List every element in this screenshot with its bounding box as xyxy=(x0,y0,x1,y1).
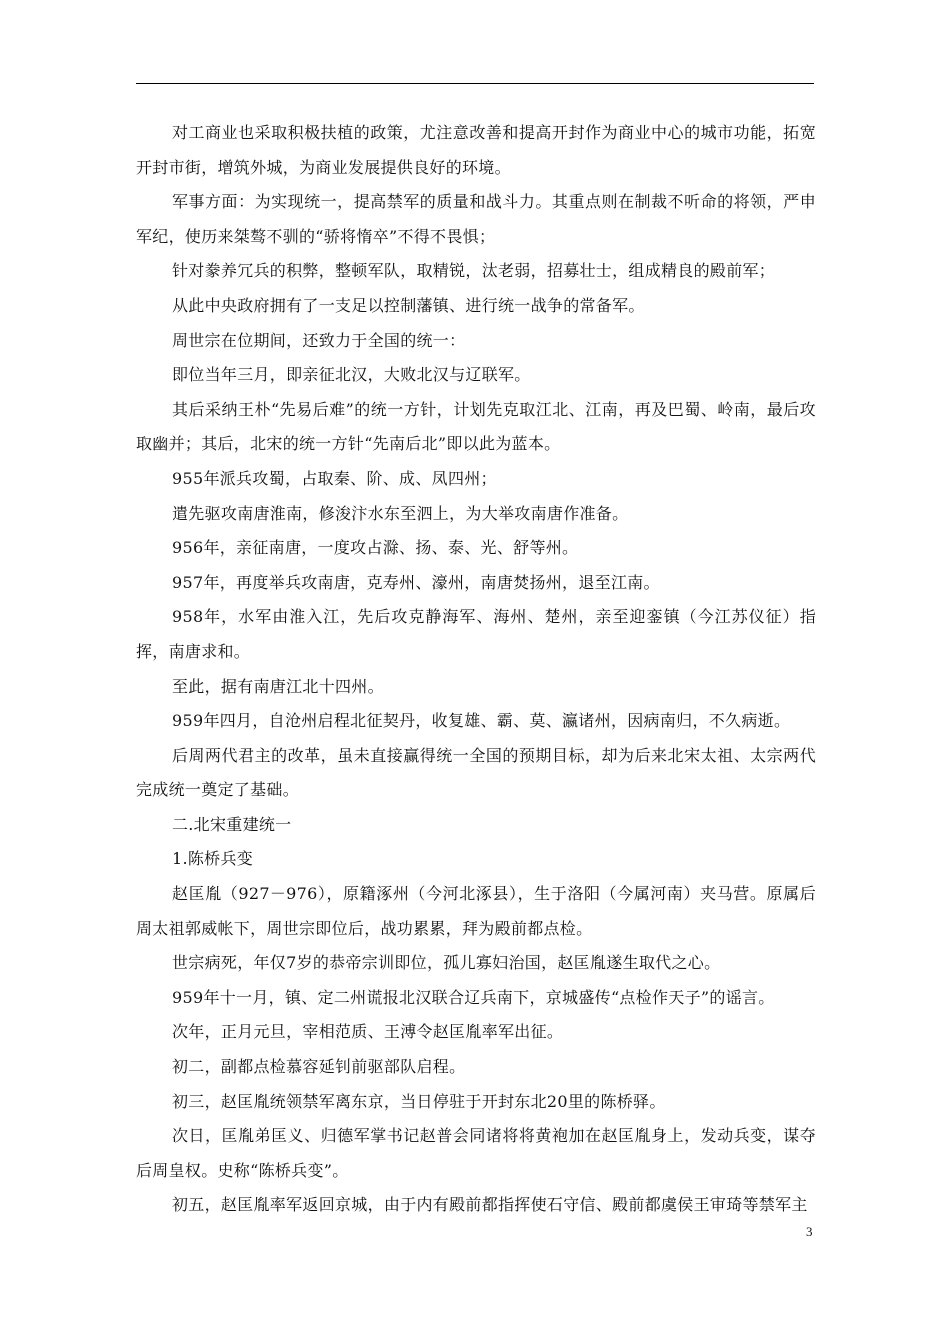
paragraph: 遣先驱攻南唐淮南，修浚汴水东至泗上，为大举攻南唐作准备。 xyxy=(172,503,629,523)
paragraph: 周世宗在位期间，还致力于全国的统一： xyxy=(172,330,466,350)
paragraph: 从此中央政府拥有了一支足以控制藩镇、进行统一战争的常备军。 xyxy=(172,295,645,315)
subsection-heading: 1.陈桥兵变 xyxy=(172,849,254,869)
paragraph: 即位当年三月，即亲征北汉，大败北汉与辽联军。 xyxy=(172,365,531,385)
paragraph: 其后采纳王朴“先易后难”的统一方针，计划先克取江北、江南，再及巴蜀、岭南，最后攻取幽并；其后，北宋的统一方针“先南后北”即以此为蓝本。 xyxy=(136,399,816,454)
document-body xyxy=(136,116,816,1223)
paragraph: 次年，正月元旦，宰相范质、王溥令赵匡胤率军出征。 xyxy=(172,1022,564,1042)
section-heading: 二.北宋重建统一 xyxy=(172,814,292,834)
paragraph: 次日，匡胤弟匡义、归德军掌书记赵普会同诸将将黄袍加在赵匡胤身上，发动兵变，谋夺后周皇权。史称“陈桥兵变”。 xyxy=(136,1126,816,1180)
paragraph: 对工商业也采取积极扶植的政策，尤注意改善和提高开封作为商业中心的城市功能，拓宽开封市街，增筑外城，为商业发展提供良好的环境。 xyxy=(136,123,816,177)
paragraph: 957年，再度举兵攻南唐，克寿州、濠州，南唐焚扬州，退至江南。 xyxy=(172,572,660,592)
paragraph: 初二，副都点检慕容延钊前驱部队启程。 xyxy=(172,1057,466,1077)
paragraph: 955年派兵攻蜀，占取秦、阶、成、凤四州； xyxy=(172,468,497,488)
header-rule xyxy=(136,83,814,84)
paragraph: 959年十一月，镇、定二州谎报北汉联合辽兵南下，京城盛传“点检作天子”的谣言。 xyxy=(172,987,775,1007)
paragraph: 初三，赵匡胤统领禁军离东京，当日停驻于开封东北20里的陈桥驿。 xyxy=(172,1091,666,1111)
paragraph: 959年四月，自沧州启程北征契丹，收复雄、霸、莫、瀛诸州，因病南归，不久病逝。 xyxy=(172,711,791,731)
paragraph: 958年，水军由淮入江，先后攻克静海军、海州、楚州，亲至迎銮镇（今江苏仪征）指挥，南唐求和。 xyxy=(136,607,816,661)
paragraph: 956年，亲征南唐，一度攻占滁、扬、泰、光、舒等州。 xyxy=(172,538,579,558)
paragraph: 至此，据有南唐江北十四州。 xyxy=(172,676,384,696)
paragraph: 世宗病死，年仅7岁的恭帝宗训即位，孤儿寡妇治国，赵匡胤遂生取代之心。 xyxy=(172,953,721,973)
page-number: 3 xyxy=(806,1224,813,1239)
paragraph: 初五，赵匡胤率军返回京城，由于内有殿前都指挥使石守信、殿前都虞侯王审琦等禁军主 xyxy=(172,1195,808,1215)
paragraph: 军事方面：为实现统一，提高禁军的质量和战斗力。其重点则在制裁不听命的将领，严申军纪，使历来桀骜不驯的“骄将惰卒”不得不畏惧； xyxy=(136,192,816,246)
paragraph: 赵匡胤（927－976），原籍涿州（今河北涿县），生于洛阳（今属河南）夹马营。原属后周太祖郭威帐下，周世宗即位后，战功累累，拜为殿前都点检。 xyxy=(136,884,816,938)
paragraph: 后周两代君主的改革，虽未直接赢得统一全国的预期目标，却为后来北宋太祖、太宗两代完成统一奠定了基础。 xyxy=(136,745,816,800)
paragraph: 针对豢养冗兵的积弊，整顿军队，取精锐，汰老弱，招募壮士，组成精良的殿前军； xyxy=(172,261,776,281)
